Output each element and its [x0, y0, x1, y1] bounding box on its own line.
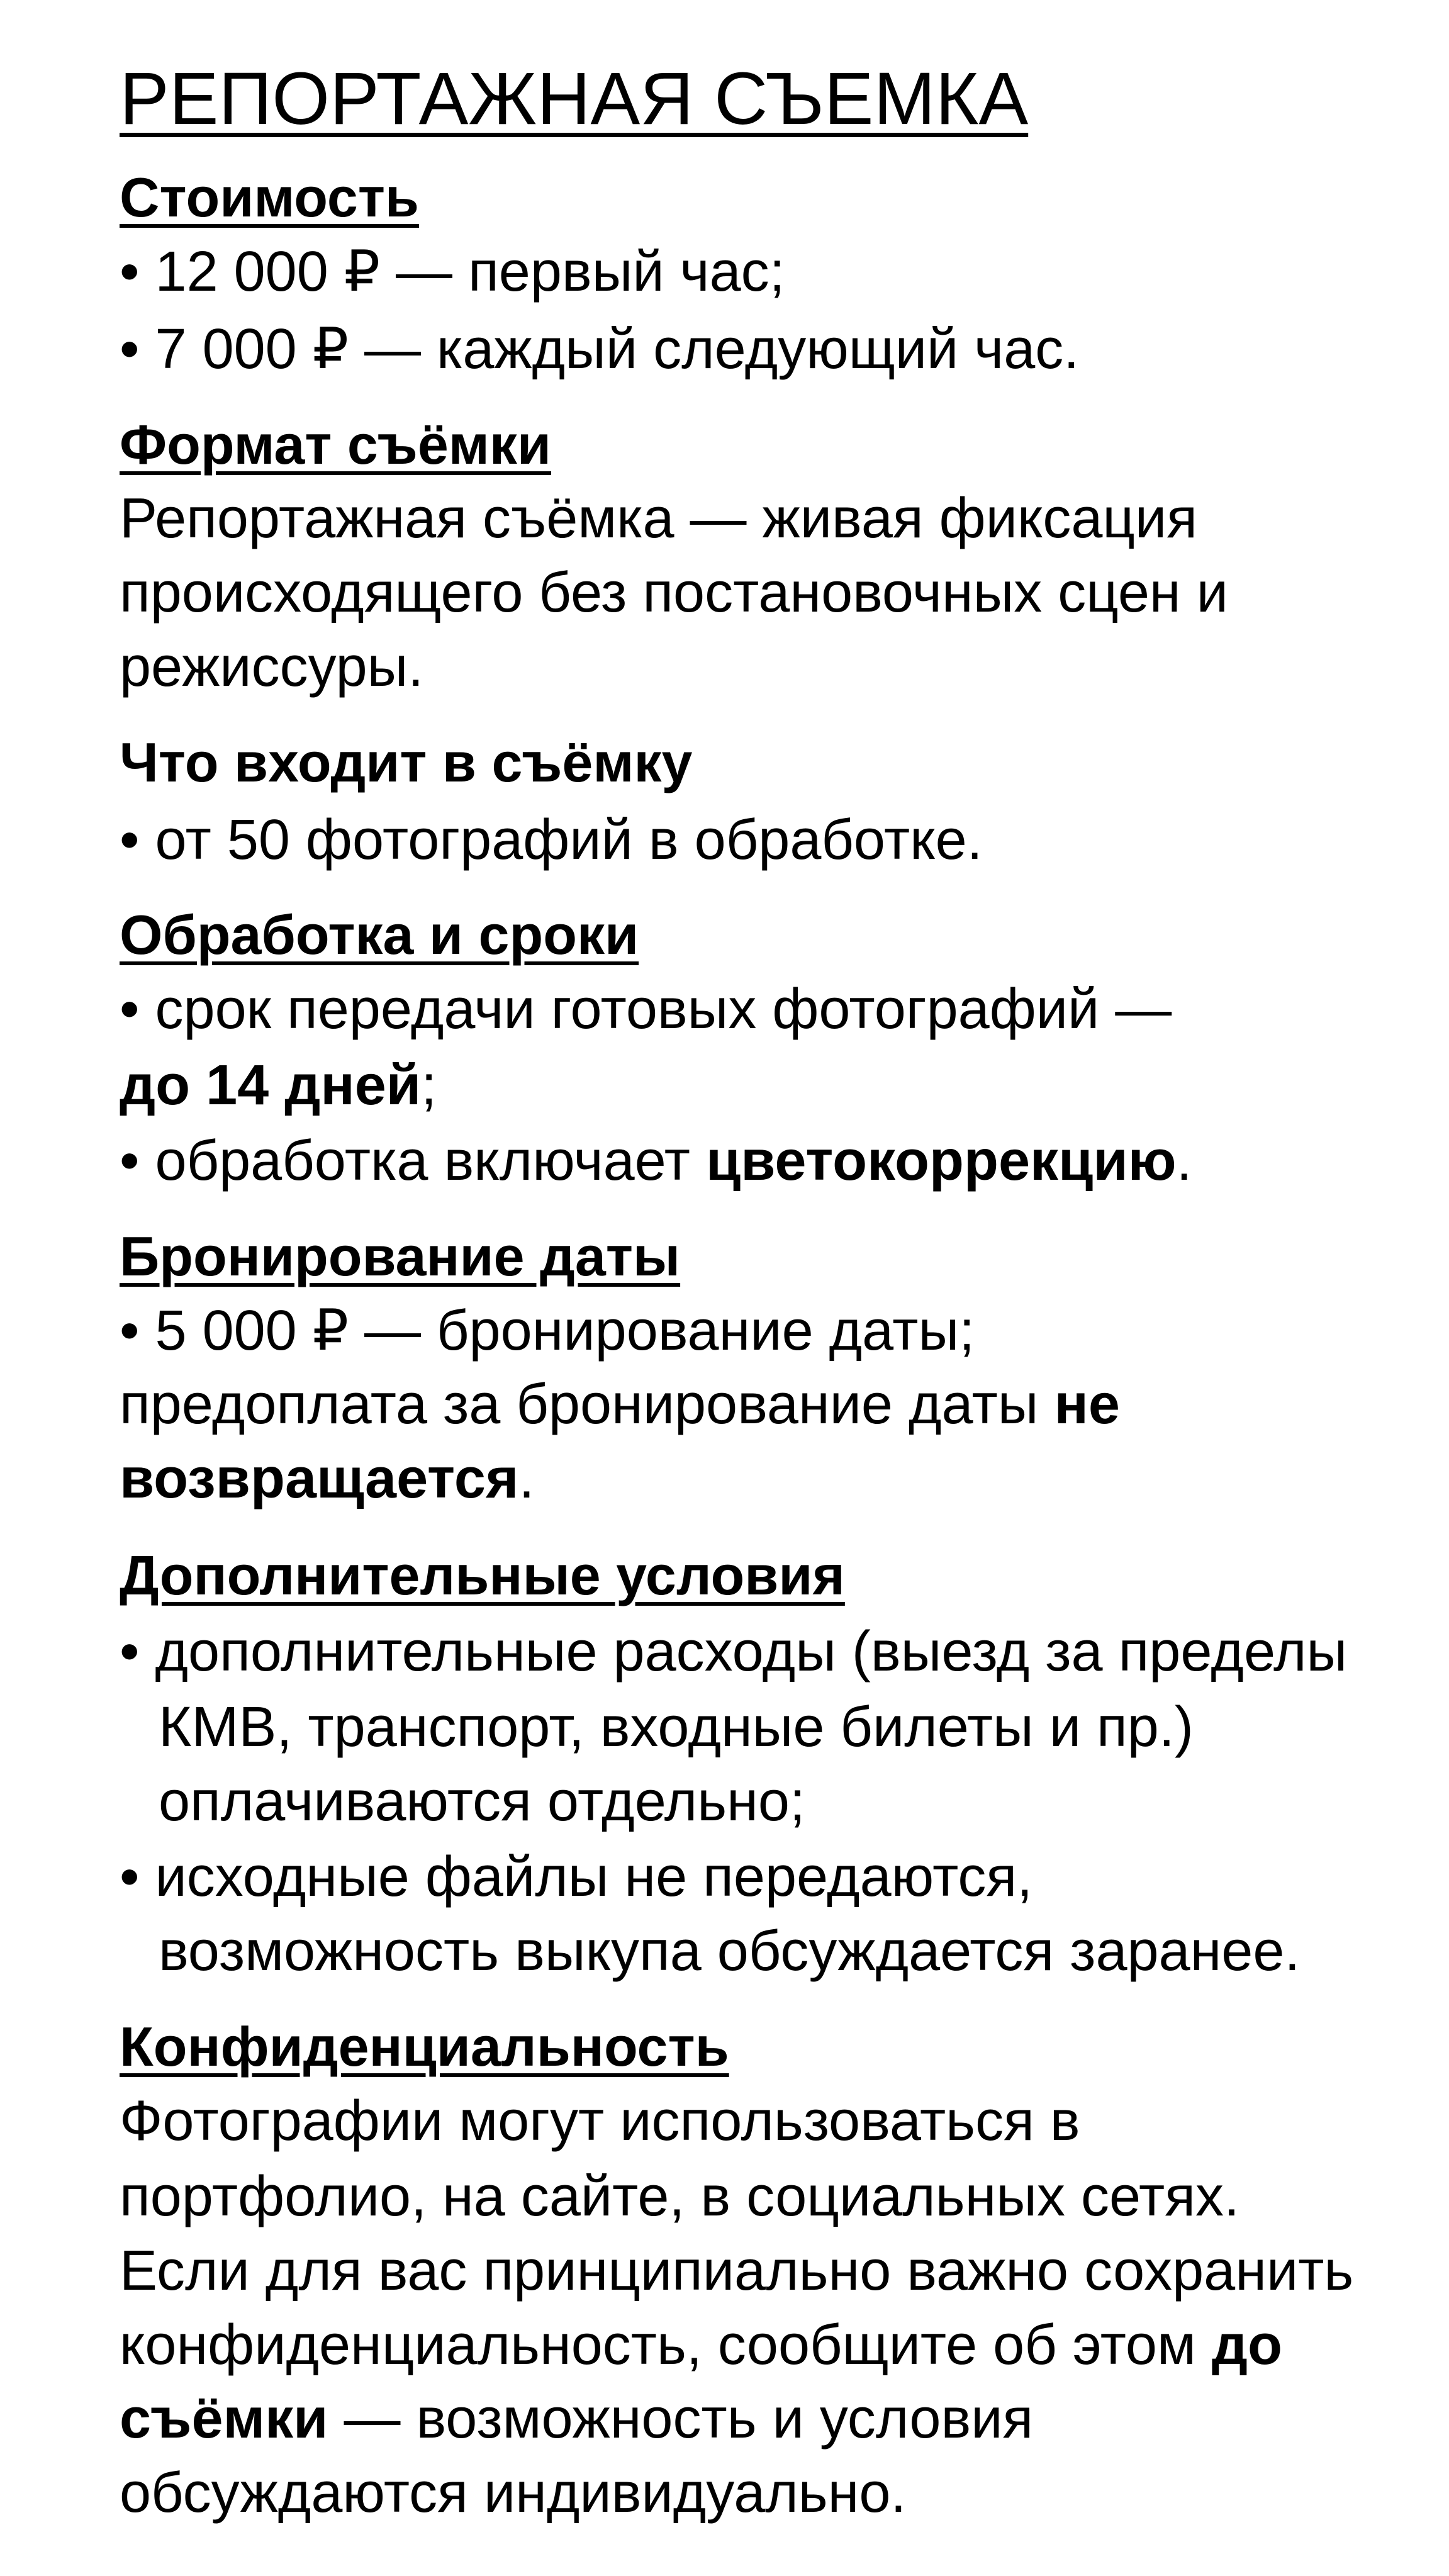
bold-text: цветокоррекцию [705, 1129, 1177, 1192]
text-segment: • исходные файлы не передаются, [120, 1845, 1033, 1909]
text-segment: • 12 000 ₽ — первый час; [120, 240, 785, 303]
text-segment: предоплата за бронирование даты [120, 1373, 1055, 1436]
text-segment: режиссуры. [120, 635, 424, 698]
text-line [159, 1689, 1194, 1765]
text-segment: . [1176, 1129, 1192, 1192]
text-segment: • 5 000 ₽ — бронирование даты; [120, 1299, 975, 1362]
text-line [120, 1367, 1120, 1442]
text-segment: — возможность и условия [328, 2387, 1034, 2451]
text-line [120, 2233, 1353, 2309]
text-segment: Стоимость [120, 166, 420, 229]
text-segment: • дополнительные расходы (выезд за пределы [120, 1620, 1348, 1683]
text-segment: Конфиденциальность [120, 2015, 729, 2078]
text-segment: Дополнительные условия [120, 1544, 845, 1607]
text-segment: • от 50 фотографий в обработке. [120, 808, 983, 871]
text-segment: Что входит в съёмку [120, 731, 693, 793]
text-line [120, 311, 1079, 387]
text-segment: ; [421, 1053, 437, 1117]
section-heading [120, 1538, 845, 1613]
text-segment: Обработка и сроки [120, 904, 639, 966]
text-line [120, 2083, 1080, 2159]
text-line [120, 2455, 906, 2531]
section-heading [120, 2009, 729, 2085]
text-segment: Если для вас принципиально важно сохранить [120, 2239, 1354, 2302]
text-line [120, 1123, 1192, 1199]
text-line [120, 802, 983, 878]
text-segment: портфолио, на сайте, в социальных сетях. [120, 2165, 1240, 2229]
text-line [120, 1048, 437, 1123]
text-line [120, 629, 423, 705]
section-heading [120, 407, 551, 483]
text-line [120, 2159, 1239, 2234]
page-title: РЕПОРТАЖНАЯ СЪЕМКА [120, 57, 1029, 141]
bold-text: до 14 дней [120, 1053, 422, 1117]
section-heading [120, 725, 692, 800]
text-segment: возможность выкупа обсуждается заранее. [159, 1920, 1301, 1983]
text-line [120, 2381, 1033, 2456]
text-line [120, 555, 1228, 630]
text-segment: обсуждаются индивидуально. [120, 2461, 907, 2525]
text-segment: КМВ, транспорт, входные билеты и пр.) [159, 1696, 1194, 1759]
text-line [120, 972, 1172, 1047]
text-segment: Формат съёмки [120, 413, 551, 476]
bold-text: до [1211, 2313, 1282, 2377]
text-segment: конфиденциальность, сообщите об этом [120, 2313, 1212, 2377]
text-segment: Фотографии могут использоваться в [120, 2089, 1080, 2153]
text-segment: Бронирование даты [120, 1224, 681, 1287]
text-line [159, 1913, 1300, 1989]
section-heading [120, 1219, 680, 1294]
text-line [120, 2307, 1282, 2383]
text-segment: • обработка включает [120, 1129, 706, 1192]
text-segment: • 7 000 ₽ — каждый следующий час. [120, 317, 1080, 381]
text-line [120, 1614, 1347, 1689]
bold-text: не [1054, 1373, 1120, 1436]
section-heading [120, 897, 639, 973]
text-line [120, 234, 785, 310]
text-line [120, 481, 1197, 556]
text-line [120, 1441, 534, 1516]
text-line [120, 1839, 1032, 1915]
bold-text: возвращается [120, 1447, 519, 1511]
text-line [120, 1293, 975, 1369]
section-heading [120, 160, 419, 235]
text-segment: происходящего без постановочных сцен и [120, 561, 1228, 625]
text-segment: • срок передачи готовых фотографий — [120, 978, 1172, 1041]
text-segment: Репортажная съёмка — живая фиксация [120, 487, 1197, 551]
text-segment: . [518, 1447, 535, 1511]
text-segment: оплачиваются отдельно; [159, 1769, 805, 1833]
bold-text: съёмки [120, 2387, 328, 2451]
text-line [159, 1764, 805, 1839]
